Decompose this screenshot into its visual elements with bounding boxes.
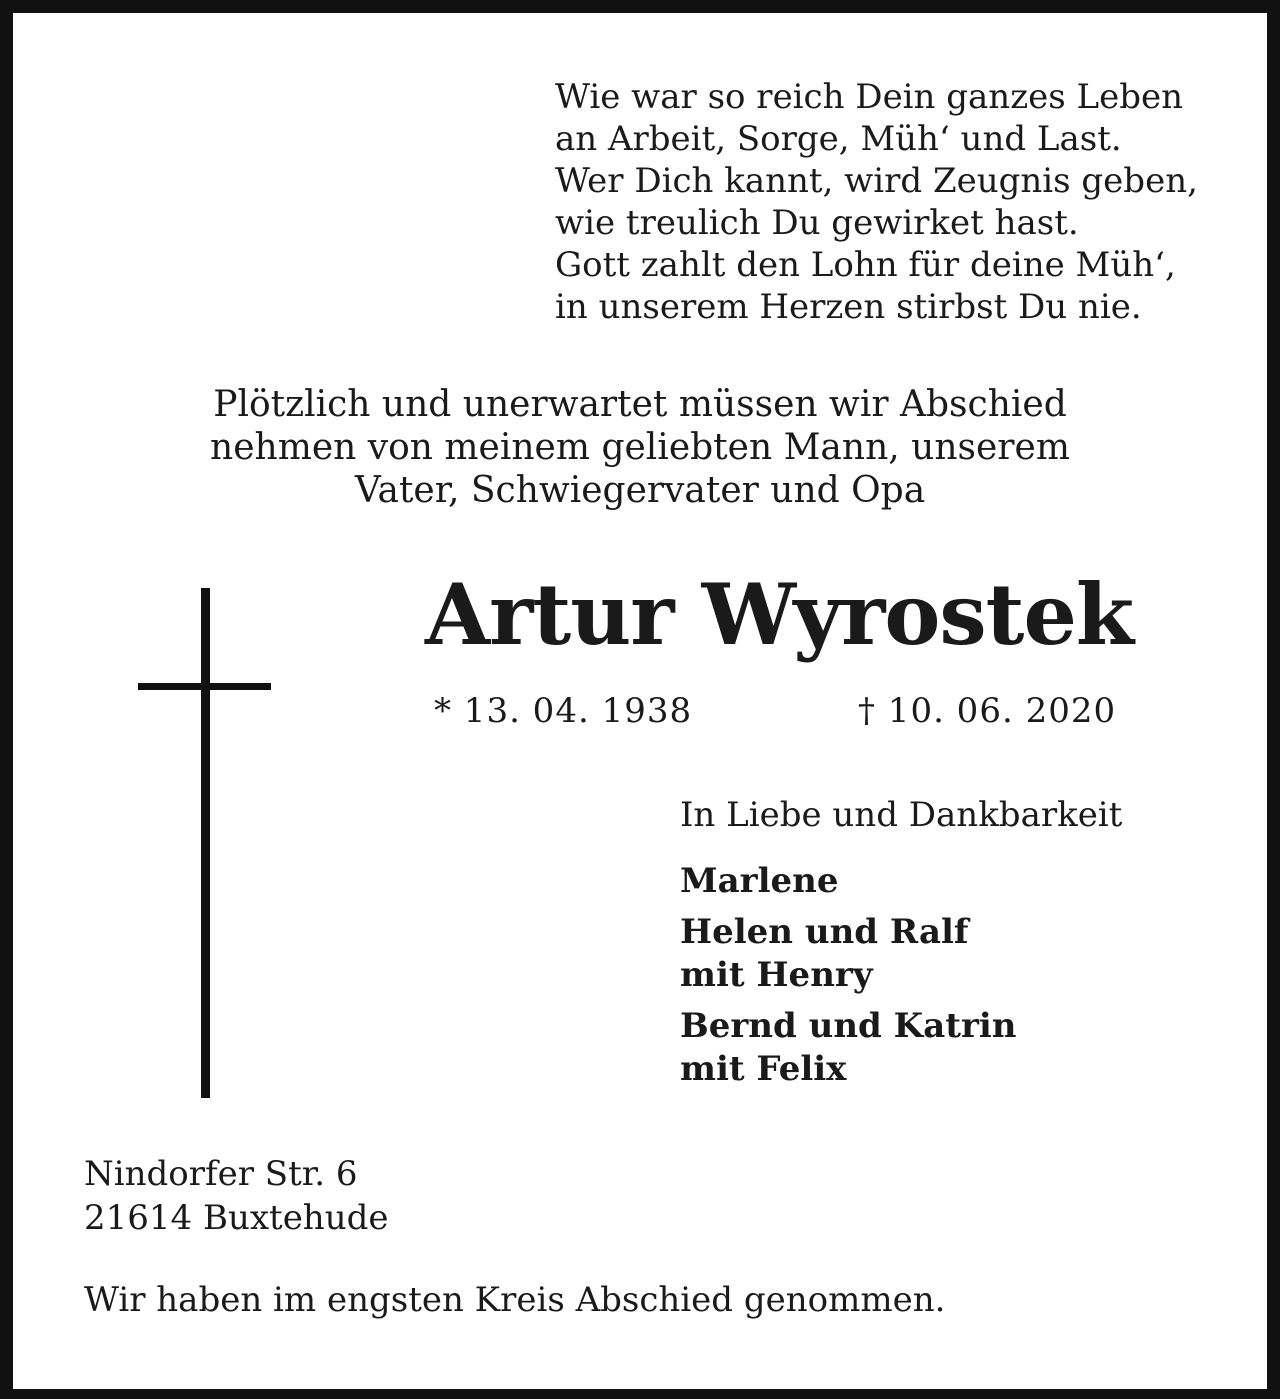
- mourner-name: Bernd und Katrin: [680, 1006, 1017, 1046]
- poem-line: wie treulich Du gewirket hast.: [555, 203, 1079, 243]
- deceased-name: Artur Wyrostek: [425, 565, 1134, 664]
- announcement-line: Plötzlich und unerwartet müssen wir Abschied: [213, 384, 1067, 425]
- mourners-list: [680, 860, 1017, 1099]
- mourner-name: mit Henry: [680, 955, 873, 995]
- cross-vertical-bar: [201, 588, 210, 1098]
- poem-line: in unserem Herzen stirbst Du nie.: [555, 287, 1142, 327]
- announcement-line: Vater, Schwiegervater und Opa: [354, 470, 926, 511]
- death-date: † 10. 06. 2020: [858, 691, 1117, 731]
- poem-line: an Arbeit, Sorge, Müh‘ und Last.: [555, 119, 1122, 159]
- poem-line: Gott zahlt den Lohn für deine Müh‘,: [555, 245, 1176, 285]
- mourner-group: [680, 1005, 1017, 1091]
- address: [84, 1152, 389, 1240]
- announcement-line: nehmen von meinem geliebten Mann, unserem: [210, 427, 1070, 468]
- mourner-name: Helen und Ralf: [680, 912, 969, 952]
- mourner-group: [680, 860, 1017, 903]
- closing-note: Wir haben im engsten Kreis Abschied genommen.: [84, 1280, 946, 1320]
- announcement-text: [0, 383, 1280, 512]
- birth-date: * 13. 04. 1938: [434, 691, 693, 731]
- cross-horizontal-bar: [138, 683, 271, 690]
- mourner-name: mit Felix: [680, 1049, 847, 1089]
- poem: [555, 76, 1198, 328]
- dedication: In Liebe und Dankbarkeit: [680, 795, 1123, 835]
- address-street: Nindorfer Str. 6: [84, 1154, 358, 1194]
- poem-line: Wie war so reich Dein ganzes Leben: [555, 77, 1183, 117]
- mourner-name: Marlene: [680, 861, 839, 901]
- mourner-group: [680, 911, 1017, 997]
- poem-line: Wer Dich kannt, wird Zeugnis geben,: [555, 161, 1198, 201]
- address-city: 21614 Buxtehude: [84, 1198, 389, 1238]
